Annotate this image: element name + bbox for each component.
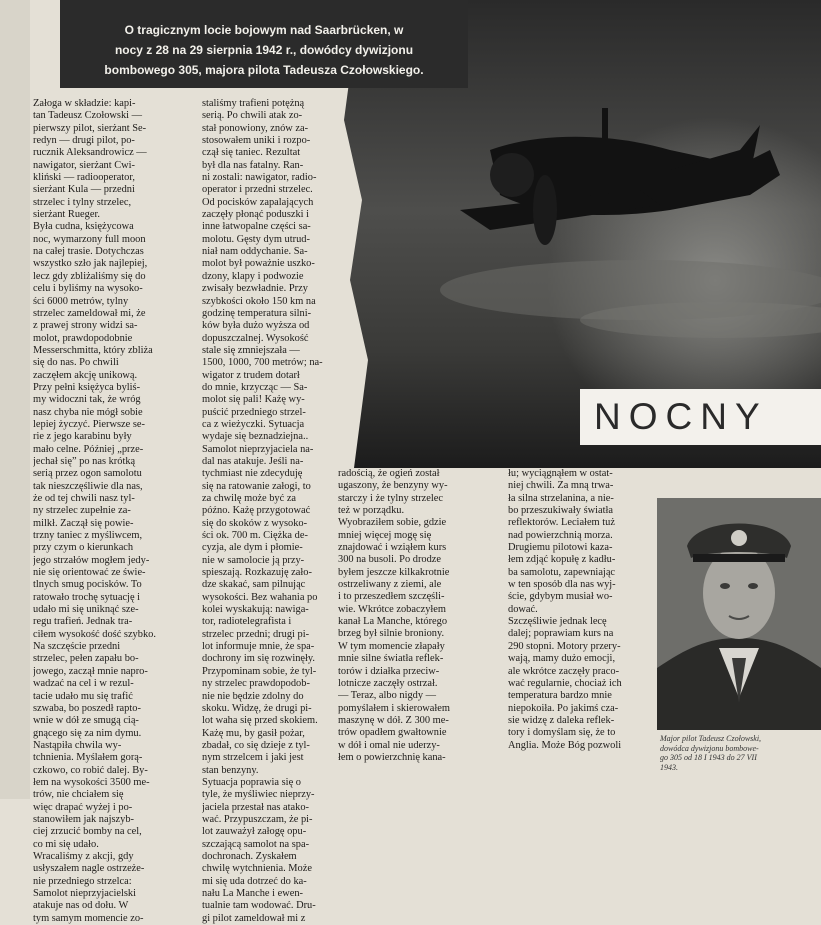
text-line: ciłem wysokość dość szybko. <box>33 628 156 640</box>
text-line: niepokoiła. Po jakimś cza- <box>508 702 619 714</box>
text-line: milkł. Zaczął się powie- <box>33 517 134 529</box>
text-line: inne łatwopalne części sa- <box>202 221 311 233</box>
text-line: mi się uda dotrzeć do ka- <box>202 875 307 887</box>
lead-line: bombowego 305, majora pilota Tadeusza Czołowskiego. <box>104 63 424 77</box>
text-line: tan Tadeusz Czołowski — <box>33 110 143 122</box>
text-line: tacie udało mu się trafić <box>33 690 133 702</box>
text-line: operator i przedni strzelec. <box>202 184 313 196</box>
text-line: ny strzelec prawdopodob- <box>202 678 310 690</box>
text-line: stosowałem uniki i rozpo- <box>202 135 311 147</box>
text-line: łem na wysokości 3500 me- <box>33 776 150 788</box>
text-line: reflektorów. Leciałem tuż <box>508 517 615 529</box>
text-line: łem zdjąć kopułę z kadłu- <box>508 554 616 566</box>
text-line: ratowało trochę sytuację i <box>33 591 141 603</box>
text-line: rucznik Aleksandrowicz — <box>33 147 147 159</box>
text-line: ba samolotu, zapewniając <box>508 566 616 578</box>
text-line: rie z jego karabinu były <box>33 431 132 443</box>
text-line: Wracaliśmy z akcji, gdy <box>33 850 134 862</box>
text-line: szwaba, bo poszedł rapto- <box>33 702 141 714</box>
text-line: strzelec i tylny strzelec, <box>33 196 132 208</box>
text-line: nie się orientować ze świe- <box>33 567 146 579</box>
text-line: 300 na busoli. Po drodze <box>338 554 442 566</box>
text-line: nie przedniego strzelca: <box>33 875 132 887</box>
text-line: jaciela przestał nas atako- <box>202 801 310 813</box>
text-line: dochronach. Zyskałem <box>202 850 297 862</box>
text-line: wydaje się beznadziejna.. <box>202 431 309 443</box>
text-column-2 <box>202 98 347 925</box>
text-line: był dla nas fatalny. Ran- <box>202 159 304 171</box>
text-line: tak nieszczęśliwie dla nas, <box>33 480 143 492</box>
text-line: łem o powierzchnię kana- <box>338 751 446 763</box>
text-line: regu trafień. Jednak tra- <box>33 616 133 628</box>
text-line: strzelec zameldował mi, że <box>33 307 146 319</box>
text-line: torów i działka przeciw- <box>338 665 440 677</box>
text-line: godzinę temperatura silni- <box>202 307 312 319</box>
text-line: czkowo, co robić dalej. By- <box>33 764 148 776</box>
text-line: tchnienia. Myślałem gorą- <box>33 752 143 764</box>
text-line: niał nam oddychanie. Sa- <box>202 246 308 258</box>
text-line: skoku. Widzę, że drugi pi- <box>202 702 312 714</box>
text-line: atakuje nas od dołu. W <box>33 900 129 912</box>
text-line: kanał La Manche, którego <box>338 616 448 628</box>
text-line: wie. Wkrótce zobaczyłem <box>338 603 446 615</box>
text-line: tym samym momencie zo- <box>33 912 144 924</box>
text-line: dzony, klapy i podwozie <box>202 270 304 282</box>
text-line: lepiej życzyć. Pierwsze se- <box>33 418 145 430</box>
text-line: stanowiłem jak najszyb- <box>33 813 134 825</box>
text-line: ła silna strzelanina, a nie- <box>508 492 614 504</box>
text-line: my widoczni tak, że wróg <box>33 394 141 406</box>
text-line: jechał się” po nas krótką <box>33 455 136 467</box>
text-line: wają, mamy dużo emocji, <box>508 653 616 665</box>
text-line: puścić przedniego strzel- <box>202 406 306 418</box>
text-line: Na szczęście przedni <box>33 641 121 653</box>
text-line: nału La Manche i ewen- <box>202 888 303 899</box>
text-line: tor, radiotelegrafista i <box>202 616 292 628</box>
text-line: spieszają. Rozkazuję zało- <box>202 567 312 579</box>
text-line: lot waha się przed skokiem. <box>202 715 318 727</box>
text-line: łu; wyciągnąłem w ostat- <box>508 468 613 479</box>
text-line: brzeg był silnie broniony. <box>338 628 445 640</box>
text-line: wać regularnie, chociaż ich <box>508 677 622 689</box>
text-line: szczającą samolot na spa- <box>202 838 310 850</box>
text-line: — Teraz, albo nigdy — <box>338 690 437 702</box>
text-line: maszynę w dół. Z 300 me- <box>338 714 449 726</box>
text-line: mało celne. Później „prze- <box>33 443 144 455</box>
text-line: tyle, że myśliwiec nieprzy- <box>202 789 315 801</box>
text-line: Anglia. Może Bóg pozwoli <box>508 739 622 751</box>
text-line: molot był poważnie uszko- <box>202 258 315 270</box>
text-line: lecz gdy zbliżaliśmy się do <box>33 270 146 282</box>
text-line: kliński — radiooperator, <box>33 172 136 184</box>
text-line: noc, wymarzony full moon <box>33 233 146 245</box>
text-line: do mnie, krzycząc — Sa- <box>202 381 308 393</box>
text-line: dopuszczalnej. Wysokość <box>202 332 309 344</box>
text-line: ostrzeliwany z ziemi, ale <box>338 579 442 591</box>
text-line: wnie w dół ze smugą cią- <box>33 715 139 727</box>
text-line: starczy i że tylny strzelec <box>338 492 444 504</box>
text-line: trzny taniec z myśliwcem, <box>33 530 143 542</box>
text-line: molot, prawdopodobnie <box>33 332 133 344</box>
text-line: wigator z trudem dotarł <box>202 369 300 381</box>
text-line: tualnie tam wodować. Dru- <box>202 900 316 912</box>
text-line: serią. Po chwili atak zo- <box>202 110 303 122</box>
text-line: ciej zrzucić bomby na cel, <box>33 826 142 838</box>
text-line: się do nas. Po chwili <box>33 357 119 369</box>
text-line: cyzja, ale dym i płomie- <box>202 542 303 554</box>
text-line: więc drapać wyżej i po- <box>33 801 133 813</box>
text-line: wadzać na cel i w rezul- <box>33 678 134 690</box>
text-line: sie widzę z daleka reflek- <box>508 714 615 726</box>
text-line: bo przeszukiwały światła <box>508 505 614 517</box>
portrait-photo <box>657 498 821 730</box>
text-line: mniej więcej mogę się <box>338 529 432 541</box>
text-line: niej chwili. Za mną trwa- <box>508 480 614 492</box>
text-line: dochrony im się rozwinęły. <box>202 653 316 665</box>
text-line: mnie silne światła reflek- <box>338 653 444 665</box>
text-line: za chwilę może być za <box>202 493 297 504</box>
text-line: dować. <box>508 603 538 615</box>
text-line: ście, gdybym musiał wo- <box>508 591 613 603</box>
text-line: celu i byliśmy na wysoko- <box>33 283 143 295</box>
text-line: nie w samolocie ją przy- <box>202 554 305 566</box>
text-line: stan benzyny. <box>202 764 259 776</box>
text-line: nie nie będzie zdolny do <box>202 690 304 702</box>
text-line: przy czym o kierunkach <box>33 542 134 554</box>
text-line: radością, że ogień został <box>338 468 440 479</box>
text-line: szybkości około 150 km na <box>202 295 316 307</box>
text-line: że od tej chwili nasz tyl- <box>33 493 135 504</box>
text-line: nawigator, sierżant Ćwi- <box>33 159 136 171</box>
text-line: ny strzelec zupełnie za- <box>33 505 131 517</box>
text-line: dze skakać, sam pilnując <box>202 579 306 591</box>
text-column-1 <box>33 98 191 925</box>
text-line: ca z wieżyczki. Sytuacja <box>202 418 305 430</box>
text-line: co mi się udało. <box>33 838 99 850</box>
text-line: zbadał, co się dzieje z tyl- <box>202 739 310 751</box>
text-line: się do skoków z wysoko- <box>202 517 308 529</box>
portrait-caption <box>660 734 810 772</box>
text-line: trów, nie chciałem się <box>33 789 124 801</box>
text-column-4 <box>508 468 664 752</box>
article-title: NOCNY <box>580 389 821 445</box>
text-line: wać. Przypuszczam, że pi- <box>202 813 313 825</box>
text-line: lot zauważył załogę opu- <box>202 826 307 838</box>
text-line: tychmiast nie zdecyduję <box>202 468 303 480</box>
text-line: wszystko szło jak najlepiej, <box>33 258 148 270</box>
text-line: W tym momencie złapały <box>338 640 445 652</box>
text-line: nym strzelcem i jaki jest <box>202 752 304 764</box>
text-line: staliśmy trafieni potężną <box>202 98 305 109</box>
text-line: Samolot nieprzyjaciela na- <box>202 443 314 455</box>
cap-badge-icon <box>731 530 747 546</box>
text-line: jego strzałów mogłem jedy- <box>33 554 150 566</box>
text-line: nasz chyba nie mógł sobie <box>33 406 143 418</box>
text-line: nad powierzchnią morza. <box>508 529 613 541</box>
text-line: na całej trasie. Dotychczas <box>33 246 144 258</box>
text-line: gnącego się za nim dymu. <box>33 727 142 739</box>
page-edge <box>0 0 30 799</box>
text-line: sierżant Rueger. <box>33 209 100 221</box>
lead-box <box>60 0 468 88</box>
text-line: molotu. Gęsty dym utrud- <box>202 233 310 245</box>
text-line: stale się zmniejszała — <box>202 344 300 356</box>
text-line: Przy pełni księżyca byliś- <box>33 381 141 393</box>
text-line: w dół i omal nie uderzy- <box>338 739 440 751</box>
text-line: stał ponowiony, znów za- <box>202 122 309 134</box>
text-line: późno. Każę przygotować <box>202 505 311 517</box>
text-line: ści ok. 700 m. Ciężka de- <box>202 530 308 542</box>
text-line: ków była dużo wyższa od <box>202 320 310 332</box>
text-line: Wyobraziłem sobie, gdzie <box>338 517 447 529</box>
text-line: strzelec przedni; drugi pi- <box>202 628 310 640</box>
text-line: serią przez ogon samolotu <box>33 468 142 480</box>
caption-line: dowódca dywizjonu bombowe- <box>660 743 759 753</box>
text-line: w ten sposób dla nas wyj- <box>508 579 616 591</box>
text-line: znajdować i wziąłem kurs <box>338 542 447 554</box>
text-line: zaczęłem akcję unikową. <box>33 369 138 381</box>
text-line: dal nas atakuje. Jeśli na- <box>202 455 304 467</box>
text-line: pomyślałem i skierowałem <box>338 702 450 714</box>
text-line: wysokości. Bez wahania po <box>202 591 318 603</box>
text-line: udało mi się uniknąć sze- <box>33 604 139 616</box>
text-line: 1500, 1000, 700 metrów; na- <box>202 357 323 369</box>
text-line: ugaszony, że benzyny wy- <box>338 480 448 492</box>
text-line: usłyszałem nagle ostrzeże- <box>33 863 145 875</box>
lead-line: nocy z 28 na 29 sierpnia 1942 r., dowódcy dywizjonu <box>114 43 414 57</box>
text-line: redyn — drugi pilot, po- <box>33 135 135 147</box>
text-line: gi pilot zameldował mi z <box>202 912 306 924</box>
text-line: 290 stopni. Motory przery- <box>508 640 621 652</box>
lead-line: O tragicznym locie bojowym nad Saarbrücken, w <box>124 23 404 37</box>
text-line: ni zostali: nawigator, radio- <box>202 172 317 184</box>
text-line: Przypominam sobie, że tyl- <box>202 665 317 677</box>
text-line: Nastąpiła chwila wy- <box>33 739 122 751</box>
text-line: tory i domyślam się, że to <box>508 727 616 739</box>
text-line: czął się taniec. Rezultat <box>202 147 301 159</box>
text-line: Każę mu, by gasił pożar, <box>202 727 305 739</box>
caption-line: go 305 od 18 I 1943 do 27 VII <box>660 753 757 763</box>
text-line: molot się pali! Każę wy- <box>202 394 305 406</box>
text-line: zaczęły płonąć poduszki i <box>202 209 310 221</box>
text-line: Samolot nieprzyjacielski <box>33 888 137 899</box>
text-line: temperatura bardzo mnie <box>508 690 612 702</box>
text-line: zwisały bezwładnie. Przy <box>202 283 308 295</box>
caption-line: Major pilot Tadeusz Czołowski, <box>660 734 762 743</box>
text-line: sierżant Kula — przedni <box>33 184 135 196</box>
caption-line: 1943. <box>660 762 678 772</box>
text-line: Sytuacja poprawia się o <box>202 776 301 788</box>
text-line: kolei wyskakują: nawiga- <box>202 604 309 616</box>
text-line: Messerschmitta, który zbliża <box>33 344 153 356</box>
text-line: też w porządku. <box>338 505 405 517</box>
text-line: Załoga w składzie: kapi- <box>33 98 136 109</box>
text-line: ale wkrótce zaczęły praco- <box>508 665 620 677</box>
text-line: Drugiemu pilotowi kaza- <box>508 542 613 554</box>
text-line: Od pocisków zapalających <box>202 196 314 208</box>
text-line: Była cudna, księżycowa <box>33 221 134 233</box>
text-line: i to przeszedłem szczęśli- <box>338 591 445 603</box>
text-line: strzelec, pełen zapału bo- <box>33 653 139 665</box>
text-line: trów opadłem gwałtownie <box>338 727 447 739</box>
text-line: pierwszy pilot, sierżant Se- <box>33 122 147 134</box>
text-line: dalej; poprawiam kurs na <box>508 628 614 640</box>
text-line: chwilę wytchnienia. Może <box>202 863 312 875</box>
text-line: byłem jeszcze kilkakrotnie <box>338 566 450 578</box>
text-column-3 <box>338 468 500 764</box>
text-line: lotnicze zaczęły ostrzał. <box>338 677 438 689</box>
text-line: jowego, zaczął mnie napro- <box>33 665 148 677</box>
text-line: tlnych smug pocisków. To <box>33 579 142 591</box>
text-line: ści 6000 metrów, tylny <box>33 295 129 307</box>
text-line: lot informuje mnie, że spa- <box>202 641 315 653</box>
text-line: z prawej strony widzi sa- <box>33 320 138 332</box>
text-line: się na ratowanie załogi, to <box>202 480 311 492</box>
text-line: Szczęśliwie jednak lecę <box>508 616 607 628</box>
